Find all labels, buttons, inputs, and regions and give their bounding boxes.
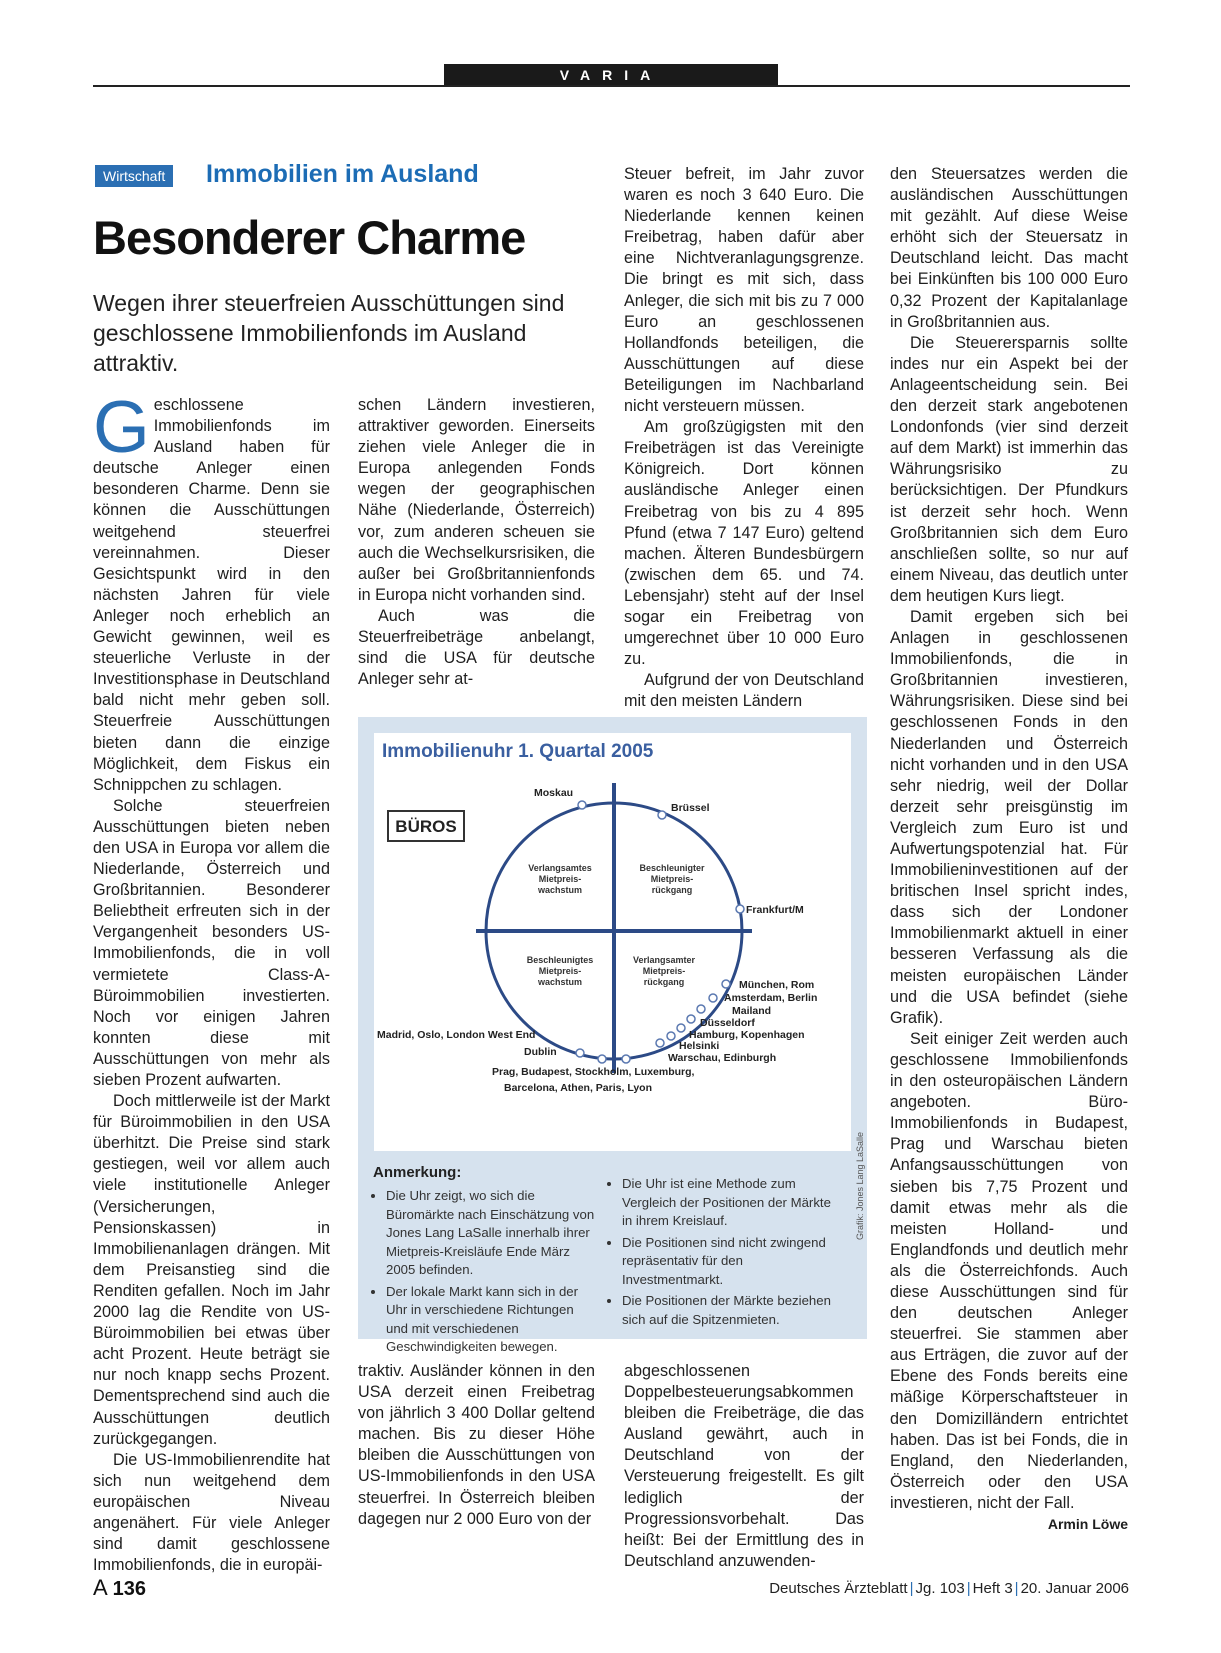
figure-title: Immobilienuhr 1. Quartal 2005: [382, 741, 654, 762]
note-item: • Der lokale Markt kann sich in der Uhr in verschiedene Richtungen und mit verschiedenen Geschwindigkeiten bewegen.: [386, 1283, 595, 1357]
paragraph: abgeschlossenen Doppelbesteuerungsabkommen bleiben die Freibeträge, die das Ausland gewährt, auch in Deutschland von der Versteuerung freigestellt. Es gilt lediglich der Progressionsvorbehalt. Das heißt: Bei der Ermittlung des in Deutschland anzuwenden-: [624, 1362, 864, 1570]
clock-svg: [374, 733, 851, 1151]
article-kicker: Immobilien im Ausland: [206, 160, 479, 188]
marker-madrid: [576, 1049, 584, 1057]
svg-text:Beschleunigtes: Beschleunigtes: [526, 955, 594, 965]
paragraph: Geschlossene Immobilienfonds im Ausland haben für deutsche Anleger einen besonderen Charme. Denn sie können die Ausschüttungen weitgehend steuerfrei vereinnahmen. Dieser Gesichtspunkt wird in den nächsten Jahren für viele Anleger noch erheblich an Gewicht gewinnen, weil es steuerliche Verluste in der Investitionsphase in Deutschland bald nicht mehr geben soll. Steuerfreie Ausschüttungen bieten dann die einzige Möglichkeit, dem Fiskus ein Schnippchen zu schlagen.: [93, 387, 330, 794]
svg-text:Dublin: Dublin: [524, 1046, 557, 1058]
svg-text:Amsterdam, Berlin: Amsterdam, Berlin: [724, 992, 818, 1004]
paragraph: Seit einiger Zeit werden auch geschlossene Immobilienfonds in den osteuropäischen Ländern angeboten. Büro-Immobilienfonds in Budapest, Prag und Warschau bieten Anfangsausschüttungen von sieben bis 7,75 Prozent und damit etwas mehr als die meisten Holland- und Englandfonds und deutlich mehr als die Österreichfonds. Auch diese Ausschüttungen sind für den deutschen Anleger steuerfrei. Sie stammen aber aus Erträgen, die zuvor auf der Ebene des Fonds bereits eine mäßige Körperschaftsteuer in den Domizilländern entrichtet haben. Das ist bei Fonds, die in England, den Niederlanden, Österreich oder den USA investieren, nicht der Fall. Armin Löwe: [890, 1029, 1128, 1514]
journal-date: 20. Januar 2006: [1020, 1580, 1129, 1597]
paragraph: den Steuersatzes werden die ausländischen Ausschüttungen mit gezählt. Auf diese Weise erhöht sich der Steuersatz in Deutschland leicht. Das macht bei Einkünften bis 100 000 Euro 0,32 Prozent der Kapitalanlage in Großbritannien aus.: [890, 165, 1128, 331]
marker-hamburg: [677, 1024, 685, 1032]
svg-text:Beschleunigter: Beschleunigter: [639, 863, 705, 873]
svg-text:wachstum: wachstum: [537, 977, 583, 987]
paragraph: schen Ländern investieren, attraktiver geworden. Einerseits ziehen viele Anleger die in Europa anlegenden Fonds wegen der geographischen Nähe (Niederlande, Österreich) vor, zum anderen scheuen sie auch die Wechselkursrisiken, die außer bei Großbritannienfonds in Europa nicht vorhanden sind.: [358, 396, 595, 604]
svg-text:Hamburg, Kopenhagen: Hamburg, Kopenhagen: [689, 1029, 805, 1041]
svg-text:Mietpreis-: Mietpreis-: [538, 874, 582, 884]
author-name: Armin Löwe: [1047, 1516, 1128, 1532]
svg-text:Warschau, Edinburgh: Warschau, Edinburgh: [668, 1052, 777, 1064]
note-item: • Die Uhr ist eine Methode zum Vergleich der Positionen der Märkte in ihrem Kreislauf.: [622, 1175, 831, 1231]
column-4: [890, 164, 1128, 1535]
note-item: • Die Uhr zeigt, wo sich die Büromärkte nach Einschätzung von Jones Lang LaSalle innerhalb ihrer Mietpreis-Kreisläufe Ende März 2005 befinden.: [386, 1187, 595, 1280]
svg-text:München, Rom: München, Rom: [739, 979, 815, 991]
svg-text:wachstum: wachstum: [537, 885, 583, 895]
svg-text:rückgang: rückgang: [651, 885, 693, 895]
paragraph: Steuer befreit, im Jahr zuvor waren es noch 3 640 Euro. Die Niederlande kennen keinen Freibetrag, haben dafür aber eine Nichtveranlagungsgrenze. Die bringt es mit sich, dass Anleger, die sich mit bis zu 7 000 Euro an geschlossenen Hollandfonds beteiligen, die Ausschüttungen auf diese Beteiligungen im Nachbarland nicht versteuern müssen.: [624, 165, 864, 416]
column-2-bottom: [358, 1361, 595, 1530]
paragraph: Die US-Immobilienrendite hat sich nun weitgehend dem europäischen Niveau angenähert. Für viele Anleger sind damit geschlossene Immobilienfonds, die in europäi-: [93, 1450, 330, 1575]
note-title: Anmerkung:: [373, 1164, 462, 1181]
notes-left: [373, 1187, 595, 1360]
svg-text:Barcelona, Athen, Paris, Lyon: Barcelona, Athen, Paris, Lyon: [504, 1082, 653, 1094]
paragraph: Aufgrund der von Deutschland mit den meisten Ländern: [624, 671, 864, 711]
svg-text:Frankfurt/M: Frankfurt/M: [746, 904, 804, 916]
journal-info: Deutsches Ärzteblatt | Jg. 103 | Heft 3 | 20. Januar 2006: [769, 1580, 1129, 1597]
article-headline: Besonderer Charme: [93, 211, 526, 264]
journal-volume: Jg. 103: [915, 1580, 965, 1597]
paragraph: Die Steuerersparnis sollte indes nur ein Aspekt bei der Anlageentscheidung sein. Bei den derzeit stark angebotenen Londonfonds (vier sind derzeit auf dem Markt) ist immerhin das Währungsrisiko zu berücksichtigen. Der Pfundkurs ist derzeit sehr hoch. Wenn Großbritannien sich dem Euro anschließen sollte, so nur auf einem Niveau, das deutlich unter dem heutigen Kurs liegt.: [890, 333, 1128, 605]
marker-mailand: [697, 1005, 705, 1013]
svg-text:Mietpreis-: Mietpreis-: [650, 874, 694, 884]
paragraph: traktiv. Ausländer können in den USA derzeit einen Freibetrag von jährlich 3 400 Dollar geltend machen. Bis zu dieser Höhe bleiben die Ausschüttungen von US-Immobilienfonds in den USA steuerfrei. In Österreich bleiben dagegen nur 2 000 Euro von der: [358, 1362, 595, 1528]
column-3-top: [624, 164, 864, 712]
marker-moskau: [578, 801, 586, 809]
figure-credit: Grafik: Jones Lang LaSalle: [855, 1131, 865, 1240]
article-lead: Wegen ihrer steuerfreien Ausschüttungen sind geschlossene Immobilienfonds im Ausland attraktiv.: [93, 290, 565, 376]
svg-text:Mailand: Mailand: [732, 1005, 772, 1017]
paragraph: Solche steuerfreien Ausschüttungen bieten neben den USA in Europa vor allem die Niederlande, Österreich und Großbritannien. Besonderer Beliebtheit erfreuten sich in der Vergangenheit besonders US-Immobilienfonds, die in voll vermietete Class-A-Büroimmobilien investierten. Noch vor einigen Jahren konnten diese mit Ausschüttungen von mehr als sieben Prozent aufwarten.: [93, 796, 330, 1089]
svg-text:Mietpreis-: Mietpreis-: [642, 966, 686, 976]
svg-text:Madrid, Oslo, London West End: Madrid, Oslo, London West End: [377, 1029, 536, 1041]
page-number: A 136: [93, 1575, 146, 1600]
svg-text:Verlangsamter: Verlangsamter: [632, 955, 696, 965]
svg-text:Brüssel: Brüssel: [671, 802, 710, 814]
notes-right: [609, 1175, 831, 1332]
svg-text:Moskau: Moskau: [534, 787, 574, 799]
office-label: BÜROS: [395, 817, 457, 836]
svg-text:Helsinki: Helsinki: [679, 1040, 720, 1052]
svg-text:Mietpreis-: Mietpreis-: [538, 966, 582, 976]
column-3-bottom: [624, 1361, 864, 1572]
marker-warschau: [656, 1039, 664, 1047]
column-2-top: [358, 395, 595, 690]
paragraph: Auch was die Steuerfreibeträge anbelangt, sind die USA für deutsche Anleger sehr at-: [358, 606, 595, 689]
marker-dublin: [598, 1055, 606, 1063]
paragraph: Damit ergeben sich bei Anlagen in geschlossenen Immobilienfonds, die in Großbritannien investieren, Währungsrisiken. Diese sind bei geschlossenen Fonds in den Niederlanden und Österreich nicht vorhanden und in den USA sehr niedrig, weil der Dollar derzeit sehr preisgünstig im Vergleich zum Euro ist und Aufwertungspotenzial hat. Für Immobilieninvestitionen auf der britischen Insel spricht indes, dass sich der Londoner Immobilienmarkt aktuell in einer besseren Verfassung als die meisten europäischen Länder und die USA befindet (siehe Grafik).: [890, 607, 1128, 1027]
marker-frankfurt: [736, 905, 744, 913]
drop-cap: G: [93, 387, 150, 468]
marker-prag: [622, 1055, 630, 1063]
svg-text:Prag, Budapest, Stockholm, Lux: Prag, Budapest, Stockholm, Luxemburg,: [492, 1066, 695, 1078]
marker-helsinki: [667, 1032, 675, 1040]
category-badge: Wirtschaft: [95, 165, 173, 187]
marker-muenchen-rom: [722, 980, 730, 988]
column-1: [93, 387, 330, 1576]
clock-diagram: [374, 733, 851, 1151]
journal-issue: Heft 3: [972, 1580, 1013, 1597]
svg-text:Verlangsamtes: Verlangsamtes: [528, 863, 592, 873]
note-item: • Die Positionen sind nicht zwingend repräsentativ für den Investmentmarkt.: [622, 1234, 831, 1290]
svg-text:Düsseldorf: Düsseldorf: [700, 1017, 755, 1029]
marker-bruessel: [658, 811, 666, 819]
marker-duesseldorf: [687, 1015, 695, 1023]
note-item: • Die Positionen der Märkte beziehen sich auf die Spitzenmieten.: [622, 1292, 831, 1329]
paragraph: Am großzügigsten mit den Freibeträgen ist das Vereinigte Königreich. Dort können ausländische Anleger einen Freibetrag von bis zu 4 895 Pfund (etwa 7 147 Euro) geltend machen. Älteren Bundesbürgern (zwischen dem 65. und 74. Lebensjahr) steht auf der Insel sogar ein Freibetrag von umgerechnet über 10 000 Euro zu.: [624, 418, 864, 669]
journal-name: Deutsches Ärzteblatt: [769, 1580, 908, 1597]
header-rule: [93, 85, 1130, 87]
svg-text:rückgang: rückgang: [643, 977, 685, 987]
section-label: VARIA: [444, 64, 778, 86]
marker-amsterdam-berlin: [709, 994, 717, 1002]
paragraph: Doch mittlerweile ist der Markt für Büroimmobilien in den USA überhitzt. Die Preise sind stark gestiegen, weil vor allem auch viele institutionelle Anleger (Versicherungen, Pensionskassen) in Immobilienanlagen drängen. Mit dem Preisanstieg sind die Renditen gefallen. Noch im Jahr 2000 lag die Rendite von US-Büroimmobilien bei etwas über acht Prozent. Heute beträgt sie nur noch knapp sechs Prozent. Dementsprechend sind auch die Ausschüttungen deutlich zurückgegangen.: [93, 1092, 330, 1448]
figure-immobilienuhr: [358, 717, 867, 1354]
